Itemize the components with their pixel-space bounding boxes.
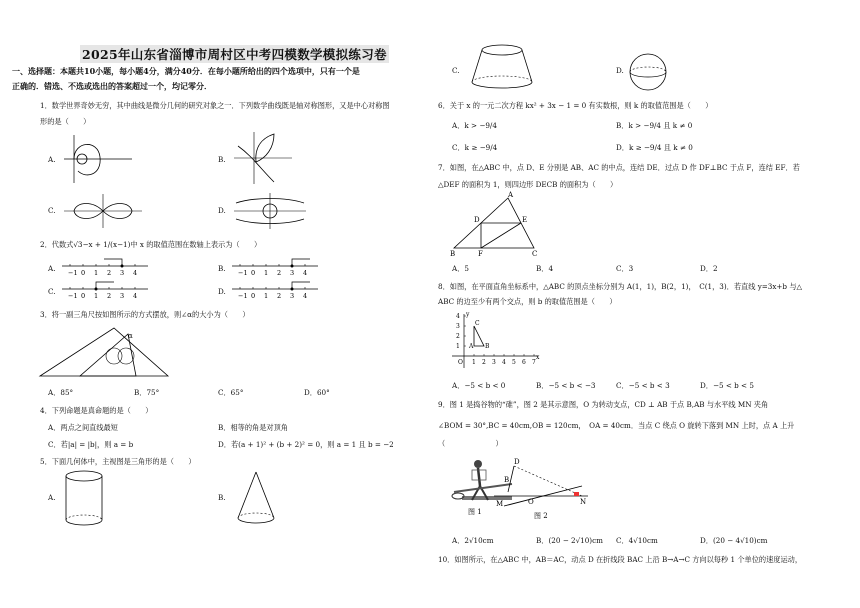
y-tick-label: 2 — [456, 333, 460, 340]
q1-option-d: D. — [218, 206, 226, 215]
q9-option-a: A．2√10cm — [452, 536, 494, 545]
q2-option-b: B. — [218, 264, 226, 273]
numberline-range-marker — [104, 259, 122, 266]
q3-option-b: B．75° — [134, 388, 160, 397]
q5-option-d: D. — [616, 66, 624, 75]
numberline-tick-label: 0 — [81, 292, 86, 300]
q2-numberline-c — [62, 281, 148, 299]
q3-option-d: D．60° — [304, 388, 330, 397]
x-tick-label: 4 — [502, 359, 506, 366]
q7-label-e: E — [522, 216, 528, 224]
numberline-tick-label: −1 — [68, 292, 78, 300]
q4-stem: 4．下列命题是真命题的是（ ） — [40, 406, 153, 415]
q9-stem-line2: ∠BOM = 30°,BC = 40cm,OB = 120cm， OA = 40cm．当点 C 绕点 O 旋转下落到 MN 上时，点 A 上升 — [438, 421, 795, 430]
q1-stem-line1: 1．数学世界奇妙无穷，其中曲线是微分几何的研究对象之一．下列数学曲线既是轴对称图形，又是中心对称图 — [40, 101, 390, 110]
q3-option-a: A．85° — [48, 388, 74, 397]
numberline-tick-label: 3 — [290, 292, 295, 300]
q1-option-b: B. — [218, 155, 226, 164]
svg-text:B: B — [504, 476, 510, 484]
q5-cylinder-figure — [64, 470, 104, 526]
q7-label-a: A — [508, 191, 514, 199]
y-tick-label: 1 — [456, 343, 460, 350]
q7-stem-line1: 7．如图，在△ABC 中，点 D、E 分别是 AB、AC 的中点，连结 DE．过点 D 作 DF⊥BC 于点 F，连结 EF．若 — [438, 163, 800, 172]
vertex-a: A — [469, 343, 474, 350]
y-tick-label: 4 — [456, 313, 460, 320]
numberline-tick-label: 2 — [277, 292, 282, 300]
numberline-tick-label: −1 — [238, 292, 248, 300]
vertex-b: B — [485, 343, 490, 350]
q3-alpha-label: α — [128, 332, 133, 340]
numberline-tick-label: 2 — [107, 269, 112, 277]
q1-option-a: A. — [48, 155, 56, 164]
numberline-point — [291, 288, 294, 291]
q6-option-a: A．k > −9/4 — [452, 121, 497, 130]
svg-text:D: D — [514, 458, 520, 466]
q7-option-b: B．4 — [536, 264, 554, 273]
q5-option-b: B. — [218, 493, 226, 502]
numberline-tick-label: 1 — [94, 292, 99, 300]
numberline-tick-label: 2 — [277, 269, 282, 277]
numberline-tick-label: 4 — [133, 269, 138, 277]
q2-option-d: D. — [218, 287, 226, 296]
q6-stem: 6．关于 x 的一元二次方程 kx² + 3x − 1 = 0 有实数根，则 k 的取值范围是（ ） — [438, 101, 713, 110]
x-tick-label: 2 — [482, 359, 486, 366]
q6-option-c: C．k ≥ −9/4 — [452, 143, 498, 152]
numberline-tick-label: 4 — [303, 292, 308, 300]
q7-label-d: D — [474, 216, 480, 224]
q5-option-a: A. — [48, 493, 56, 502]
numberline-tick-label: −1 — [68, 269, 78, 277]
q9-fig1-caption: 图 1 — [468, 508, 482, 516]
q9-stem-line1: 9．图 1 是捣谷物的“碓”，图 2 是其示意图，O 为转动支点，CD ⊥ AB 于点 B,AB 与水平线 MN 夹角 — [438, 400, 769, 409]
q4-option-d: D．若(a + 1)² + (b + 2)² = 0，则 a = 1 且 b = −2 — [218, 440, 394, 449]
q5-sphere-figure — [628, 52, 668, 92]
numberline-point — [121, 265, 124, 268]
x-tick-label: 7 — [532, 359, 536, 366]
q2-stem-post: 中 x 的取值范围在数轴上表示为（ ） — [130, 240, 262, 249]
q4-option-c: C．若|a| = |b|，则 a = b — [48, 440, 134, 449]
numberline-tick-label: 2 — [107, 292, 112, 300]
numberline-tick-label: 4 — [303, 269, 308, 277]
q8-option-d: D．−5 < b < 5 — [700, 381, 754, 390]
q7-triangle-figure — [450, 191, 550, 258]
q9-option-c: C．4√10cm — [616, 536, 658, 545]
numberline-tick-label: 0 — [81, 269, 86, 277]
q5-stem: 5．下面几何体中，主视图是三角形的是（ ） — [40, 457, 196, 466]
q6-option-b: B．k > −9/4 且 k ≠ 0 — [616, 121, 693, 130]
numberline-tick-label: −1 — [238, 269, 248, 277]
q7-label-c: C — [532, 250, 538, 258]
q3-triangle-rulers-figure — [40, 324, 170, 378]
q2-option-c: C. — [48, 287, 56, 296]
q4-option-a: A．两点之间直线最短 — [48, 423, 118, 432]
y-axis-label: y — [466, 311, 470, 318]
q8-coordinate-figure — [452, 312, 542, 370]
numberline-tick-label: 1 — [264, 292, 269, 300]
q7-option-a: A．5 — [452, 264, 469, 273]
q9-option-b: B．(20 − 2√10)cm — [536, 536, 603, 545]
svg-text:M: M — [496, 500, 504, 508]
q2-expression: √3−x + 1/(x−1) — [73, 240, 131, 249]
triangle-abc — [474, 326, 484, 346]
numberline-range-marker — [292, 282, 310, 289]
q7-option-d: D．2 — [700, 264, 718, 273]
q2-stem-pre: 2．代数式 — [40, 240, 74, 249]
vertex-c: C — [475, 320, 480, 327]
q7-option-c: C．3 — [616, 264, 634, 273]
q8-option-a: A．−5 < b < 0 — [452, 381, 506, 390]
svg-text:N: N — [580, 498, 587, 506]
numberline-tick-label: 3 — [120, 269, 125, 277]
q9-option-d: D．(20 − 4√10)cm — [700, 536, 768, 545]
x-tick-label: 1 — [472, 359, 476, 366]
q7-label-f: F — [478, 250, 483, 258]
numberline-range-marker — [292, 259, 310, 266]
q7-label-b: B — [450, 250, 456, 258]
q5-cone-figure — [236, 470, 276, 526]
q6-option-d: D．k ≥ −9/4 且 k ≠ 0 — [616, 143, 693, 152]
x-axis-label: x — [536, 354, 540, 361]
section1-heading-line2: 正确的．错选、不选或选出的答案超过一个，均记零分． — [12, 81, 212, 91]
q2-option-a: A. — [48, 264, 56, 273]
q2-numberline-a — [62, 258, 148, 276]
svg-text:O: O — [528, 498, 534, 506]
numberline-range-marker — [96, 282, 114, 289]
q8-option-c: C．−5 < b < 3 — [616, 381, 670, 390]
q1-figure-a — [64, 135, 132, 183]
x-tick-label: 3 — [492, 359, 496, 366]
q7-stem-line2: △DEF 的面积为 1，则四边形 DECB 的面积为（ ） — [438, 180, 618, 189]
q1-option-c: C. — [48, 206, 56, 215]
q9-fig2-caption: 图 2 — [534, 512, 548, 520]
numberline-tick-label: 1 — [264, 269, 269, 277]
y-tick-label: 3 — [456, 323, 460, 330]
numberline-point — [95, 288, 98, 291]
q2-numberline-d — [232, 281, 318, 299]
q3-option-c: C．65° — [218, 388, 244, 397]
numberline-tick-label: 3 — [120, 292, 125, 300]
page-title: 2025年山东省淄博市周村区中考四模数学模拟练习卷 — [82, 47, 387, 62]
q5-option-c: C. — [452, 66, 460, 75]
q1-figure-b — [234, 132, 292, 184]
q5-frustum-figure — [470, 44, 534, 90]
q9-figure2-schematic — [494, 458, 590, 520]
numberline-tick-label: 1 — [94, 269, 99, 277]
q2-numberline-b — [232, 258, 318, 276]
q10-stem-line1: 10．如图所示，在△ABC 中，AB＝AC，动点 D 在折线段 BAC 上沿 B→A→C 方向以每秒 1 个单位的速度运动， — [438, 555, 803, 564]
x-tick-label: 5 — [512, 359, 516, 366]
q8-stem-line1: 8．如图，在平面直角坐标系中，△ABC 的顶点坐标分别为 A(1，1)，B(2，1)， C(1，3)．若直线 y=3x+b 与△ — [438, 282, 803, 291]
q1-figure-d — [234, 193, 306, 229]
origin-label: O — [458, 359, 463, 366]
x-tick-label: 6 — [522, 359, 526, 366]
q3-stem: 3．将一副三角尺按如图所示的方式摆放，则∠α的大小为（ ） — [40, 310, 250, 319]
q1-figure-c — [64, 194, 142, 228]
numberline-point — [291, 265, 294, 268]
q4-option-b: B．相等的角是对顶角 — [218, 423, 288, 432]
numberline-tick-label: 0 — [251, 269, 256, 277]
q9-stem-line3: （ ） — [438, 439, 503, 448]
numberline-tick-label: 4 — [133, 292, 138, 300]
section1-heading-line1: 一、选择题：本题共10小题，每小题4分，满分40分．在每小题所给出的四个选项中，只有一个是 — [12, 66, 360, 76]
q8-stem-line2: ABC 的边至少有两个交点，则 b 的取值范围是（ ） — [438, 297, 617, 306]
numberline-tick-label: 0 — [251, 292, 256, 300]
q1-stem-line2: 形的是（ ） — [40, 117, 91, 126]
q8-option-b: B．−5 < b < −3 — [536, 381, 596, 390]
numberline-tick-label: 3 — [290, 269, 295, 277]
q2-stem — [40, 240, 261, 249]
